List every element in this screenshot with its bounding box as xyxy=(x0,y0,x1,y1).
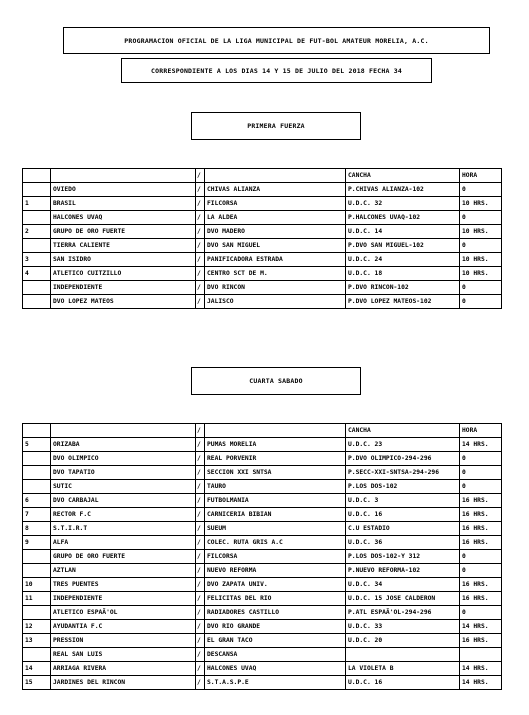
cell-match-number xyxy=(23,606,51,620)
cell-home-team: DVO LOPEZ MATEOS xyxy=(51,295,196,309)
table-row xyxy=(23,522,502,536)
cell-match-number: 13 xyxy=(23,634,51,648)
table-row xyxy=(23,536,502,550)
cell-away-team: SECCION XXI SNTSA xyxy=(205,466,346,480)
cell-match-number xyxy=(23,281,51,295)
table-row xyxy=(23,606,502,620)
cell-match-number xyxy=(23,452,51,466)
document-subtitle: CORRESPONDIENTE A LOS DIAS 14 Y 15 DE JULIO DEL 2018 FECHA 34 xyxy=(121,58,432,83)
cell-match-number xyxy=(23,648,51,662)
cell-separator: / xyxy=(196,267,205,281)
cell-separator: / xyxy=(196,592,205,606)
cell-match-number xyxy=(23,466,51,480)
cell-home-team: DVO TAPATIO xyxy=(51,466,196,480)
cell-away-team: FILCORSA xyxy=(205,550,346,564)
cell-match-number: 5 xyxy=(23,438,51,452)
cell-home-team: GRUPO DE ORO FUERTE xyxy=(51,225,196,239)
cell-venue: U.D.C. 34 xyxy=(346,578,460,592)
cell-venue: U.D.C. 16 xyxy=(346,676,460,690)
cell-away-team: DVO MADERO xyxy=(205,225,346,239)
table-row xyxy=(23,634,502,648)
cell-separator: / xyxy=(196,522,205,536)
cell-venue: U.D.C. 15 JOSE CALDERON xyxy=(346,592,460,606)
table-row xyxy=(23,253,502,267)
table-row xyxy=(23,267,502,281)
cell-separator: / xyxy=(196,508,205,522)
cell-venue: P.LOS DOS-102 xyxy=(346,480,460,494)
table-row xyxy=(23,183,502,197)
column-header-home-team xyxy=(51,169,196,183)
cell-time: 16 HRS. xyxy=(460,578,502,592)
cell-time: 0 xyxy=(460,295,502,309)
cell-match-number: 8 xyxy=(23,522,51,536)
table-row xyxy=(23,197,502,211)
cell-separator: / xyxy=(196,648,205,662)
cell-venue: U.D.C. 24 xyxy=(346,253,460,267)
cell-separator: / xyxy=(196,634,205,648)
cell-home-team: JARDINES DEL RINCON xyxy=(51,676,196,690)
table-row xyxy=(23,550,502,564)
cell-away-team: FILCORSA xyxy=(205,197,346,211)
column-header-venue: CANCHA xyxy=(346,169,460,183)
cell-separator: / xyxy=(196,620,205,634)
cell-separator: / xyxy=(196,225,205,239)
cell-home-team: ALFA xyxy=(51,536,196,550)
cell-separator: / xyxy=(196,550,205,564)
cell-match-number: 2 xyxy=(23,225,51,239)
cell-time: 0 xyxy=(460,281,502,295)
cell-venue: P.ATL ESPAÃ'OL-294-296 xyxy=(346,606,460,620)
cell-home-team: PRESSION xyxy=(51,634,196,648)
column-header-home-team xyxy=(51,424,196,438)
cell-away-team: CHIVAS ALIANZA xyxy=(205,183,346,197)
cell-venue: P.SECC-XXI-SNTSA-294-296 xyxy=(346,466,460,480)
cell-home-team: AYUDANTIA F.C xyxy=(51,620,196,634)
document-title: PROGRAMACION OFICIAL DE LA LIGA MUNICIPAL DE FUT-BOL AMATEUR MORELIA, A.C. xyxy=(63,27,490,54)
column-header-venue: CANCHA xyxy=(346,424,460,438)
cell-venue: U.D.C. 33 xyxy=(346,620,460,634)
table-row xyxy=(23,578,502,592)
cell-home-team: INDEPENDIENTE xyxy=(51,281,196,295)
cell-venue: U.D.C. 36 xyxy=(346,536,460,550)
cell-away-team: JALISCO xyxy=(205,295,346,309)
cell-away-team: CARNICERIA BIBIAN xyxy=(205,508,346,522)
cell-venue: LA VIOLETA B xyxy=(346,662,460,676)
cell-home-team: SUTIC xyxy=(51,480,196,494)
cell-separator: / xyxy=(196,253,205,267)
cell-time: 0 xyxy=(460,183,502,197)
cell-match-number: 12 xyxy=(23,620,51,634)
cell-venue: P.LOS DOS-102-Y 312 xyxy=(346,550,460,564)
cell-match-number: 1 xyxy=(23,197,51,211)
table-row xyxy=(23,239,502,253)
cell-away-team: DVO SAN MIGUEL xyxy=(205,239,346,253)
table-row xyxy=(23,452,502,466)
cell-time: 16 HRS. xyxy=(460,508,502,522)
cell-away-team: RADIADORES CASTILLO xyxy=(205,606,346,620)
cell-home-team: S.T.I.R.T xyxy=(51,522,196,536)
cell-home-team: GRUPO DE ORO FUERTE xyxy=(51,550,196,564)
cell-time: 0 xyxy=(460,550,502,564)
column-header-away-team xyxy=(205,169,346,183)
cell-venue: U.D.C. 18 xyxy=(346,267,460,281)
table-header-row xyxy=(23,424,502,438)
cell-away-team: DVO RINCON xyxy=(205,281,346,295)
column-header-away-team xyxy=(205,424,346,438)
cell-time: 16 HRS. xyxy=(460,494,502,508)
cell-venue: P.CHIVAS ALIANZA-102 xyxy=(346,183,460,197)
cell-home-team: DVO OLIMPICO xyxy=(51,452,196,466)
cell-time: 0 xyxy=(460,606,502,620)
cell-away-team: DVO RIO GRANDE xyxy=(205,620,346,634)
cell-away-team: PANIFICADORA ESTRADA xyxy=(205,253,346,267)
cell-away-team: EL GRAN TACO xyxy=(205,634,346,648)
cell-separator: / xyxy=(196,452,205,466)
cell-time: 0 xyxy=(460,564,502,578)
cell-home-team: OVIEDO xyxy=(51,183,196,197)
cell-separator: / xyxy=(196,466,205,480)
cell-away-team: FELICITAS DEL RIO xyxy=(205,592,346,606)
cell-time: 14 HRS. xyxy=(460,676,502,690)
cell-match-number xyxy=(23,550,51,564)
column-header-match-number xyxy=(23,424,51,438)
cell-away-team: COLEC. RUTA GRIS A.C xyxy=(205,536,346,550)
cell-home-team: TRES PUENTES xyxy=(51,578,196,592)
cell-separator: / xyxy=(196,662,205,676)
cell-venue xyxy=(346,648,460,662)
cell-away-team: FUTBOLMANIA xyxy=(205,494,346,508)
cell-time: 10 HRS. xyxy=(460,197,502,211)
cell-home-team: ATLETICO ESPAÃ'OL xyxy=(51,606,196,620)
cell-time xyxy=(460,648,502,662)
cell-match-number: 15 xyxy=(23,676,51,690)
cell-separator: / xyxy=(196,211,205,225)
cell-time: 0 xyxy=(460,480,502,494)
table-row xyxy=(23,620,502,634)
cell-match-number: 7 xyxy=(23,508,51,522)
cell-home-team: ARRIAGA RIVERA xyxy=(51,662,196,676)
cell-away-team: CENTRO SCT DE M. xyxy=(205,267,346,281)
cell-match-number xyxy=(23,295,51,309)
cell-time: 0 xyxy=(460,466,502,480)
cell-match-number xyxy=(23,211,51,225)
cell-match-number: 4 xyxy=(23,267,51,281)
cell-home-team: REAL SAN LUIS xyxy=(51,648,196,662)
schedule-table-primera-fuerza xyxy=(22,168,502,309)
cell-time: 16 HRS. xyxy=(460,522,502,536)
cell-venue: U.D.C. 32 xyxy=(346,197,460,211)
cell-time: 14 HRS. xyxy=(460,620,502,634)
cell-time: 14 HRS. xyxy=(460,662,502,676)
cell-home-team: ORIZABA xyxy=(51,438,196,452)
cell-match-number: 14 xyxy=(23,662,51,676)
cell-time: 0 xyxy=(460,239,502,253)
cell-away-team: TAURO xyxy=(205,480,346,494)
cell-time: 16 HRS. xyxy=(460,592,502,606)
cell-separator: / xyxy=(196,239,205,253)
cell-match-number: 3 xyxy=(23,253,51,267)
cell-separator: / xyxy=(196,480,205,494)
cell-separator: / xyxy=(196,281,205,295)
cell-home-team: INDEPENDIENTE xyxy=(51,592,196,606)
cell-away-team: S.T.A.S.P.E xyxy=(205,676,346,690)
cell-separator: / xyxy=(196,676,205,690)
cell-away-team: LA ALDEA xyxy=(205,211,346,225)
column-header-time: HORA xyxy=(460,169,502,183)
cell-separator: / xyxy=(196,438,205,452)
cell-venue: U.D.C. 3 xyxy=(346,494,460,508)
cell-match-number: 11 xyxy=(23,592,51,606)
cell-home-team: TIERRA CALIENTE xyxy=(51,239,196,253)
cell-away-team: HALCONES UVAQ xyxy=(205,662,346,676)
cell-venue: U.D.C. 16 xyxy=(346,508,460,522)
cell-separator: / xyxy=(196,536,205,550)
table-row xyxy=(23,295,502,309)
table-row xyxy=(23,564,502,578)
cell-away-team: PUMAS MORELIA xyxy=(205,438,346,452)
table-row xyxy=(23,494,502,508)
cell-match-number xyxy=(23,480,51,494)
cell-venue: U.D.C. 20 xyxy=(346,634,460,648)
cell-match-number xyxy=(23,239,51,253)
schedule-table-cuarta-sabado xyxy=(22,423,502,690)
cell-time: 0 xyxy=(460,211,502,225)
cell-separator: / xyxy=(196,197,205,211)
cell-home-team: BRASIL xyxy=(51,197,196,211)
table-row xyxy=(23,225,502,239)
cell-home-team: AZTLAN xyxy=(51,564,196,578)
table-row xyxy=(23,466,502,480)
cell-separator: / xyxy=(196,606,205,620)
table-row xyxy=(23,508,502,522)
column-header-match-number xyxy=(23,169,51,183)
cell-home-team: DVO CARBAJAL xyxy=(51,494,196,508)
cell-home-team: RECTOR F.C xyxy=(51,508,196,522)
column-header-separator: / xyxy=(196,169,205,183)
cell-venue: P.DVO LOPEZ MATEOS-102 xyxy=(346,295,460,309)
cell-separator: / xyxy=(196,295,205,309)
table-row xyxy=(23,648,502,662)
cell-away-team: REAL PORVENIR xyxy=(205,452,346,466)
table-row xyxy=(23,662,502,676)
table-header-row xyxy=(23,169,502,183)
cell-separator: / xyxy=(196,494,205,508)
cell-match-number: 10 xyxy=(23,578,51,592)
cell-away-team: NUEVO REFORMA xyxy=(205,564,346,578)
cell-away-team: DVO ZAPATA UNIV. xyxy=(205,578,346,592)
table-row xyxy=(23,676,502,690)
cell-time: 14 HRS. xyxy=(460,438,502,452)
column-header-separator: / xyxy=(196,424,205,438)
cell-venue: P.DVO OLIMPICO-294-296 xyxy=(346,452,460,466)
section-title-primera-fuerza: PRIMERA FUERZA xyxy=(191,112,361,140)
cell-home-team: SAN ISIDRO xyxy=(51,253,196,267)
cell-time: 10 HRS. xyxy=(460,253,502,267)
cell-separator: / xyxy=(196,578,205,592)
table-row xyxy=(23,592,502,606)
cell-separator: / xyxy=(196,183,205,197)
table-row xyxy=(23,438,502,452)
cell-venue: P.DVO RINCON-102 xyxy=(346,281,460,295)
cell-match-number: 6 xyxy=(23,494,51,508)
section-title-cuarta-sabado: CUARTA SABADO xyxy=(191,367,361,395)
cell-time: 16 HRS. xyxy=(460,536,502,550)
cell-time: 10 HRS. xyxy=(460,267,502,281)
cell-home-team: ATLETICO CUITZILLO xyxy=(51,267,196,281)
cell-away-team: SUEUM xyxy=(205,522,346,536)
cell-venue: P.DVO SAN MIGUEL-102 xyxy=(346,239,460,253)
cell-venue: U.D.C. 14 xyxy=(346,225,460,239)
table-row xyxy=(23,211,502,225)
cell-time: 16 HRS. xyxy=(460,634,502,648)
table-row xyxy=(23,480,502,494)
cell-match-number: 9 xyxy=(23,536,51,550)
cell-venue: P.HALCONES UVAQ-102 xyxy=(346,211,460,225)
cell-time: 0 xyxy=(460,452,502,466)
cell-match-number xyxy=(23,564,51,578)
cell-venue: C.U ESTADIO xyxy=(346,522,460,536)
cell-home-team: HALCONES UVAQ xyxy=(51,211,196,225)
table-row xyxy=(23,281,502,295)
cell-venue: P.NUEVO REFORMA-102 xyxy=(346,564,460,578)
column-header-time: HORA xyxy=(460,424,502,438)
cell-time: 10 HRS. xyxy=(460,225,502,239)
cell-away-team: DESCANSA xyxy=(205,648,346,662)
cell-separator: / xyxy=(196,564,205,578)
cell-venue: U.D.C. 23 xyxy=(346,438,460,452)
cell-match-number xyxy=(23,183,51,197)
